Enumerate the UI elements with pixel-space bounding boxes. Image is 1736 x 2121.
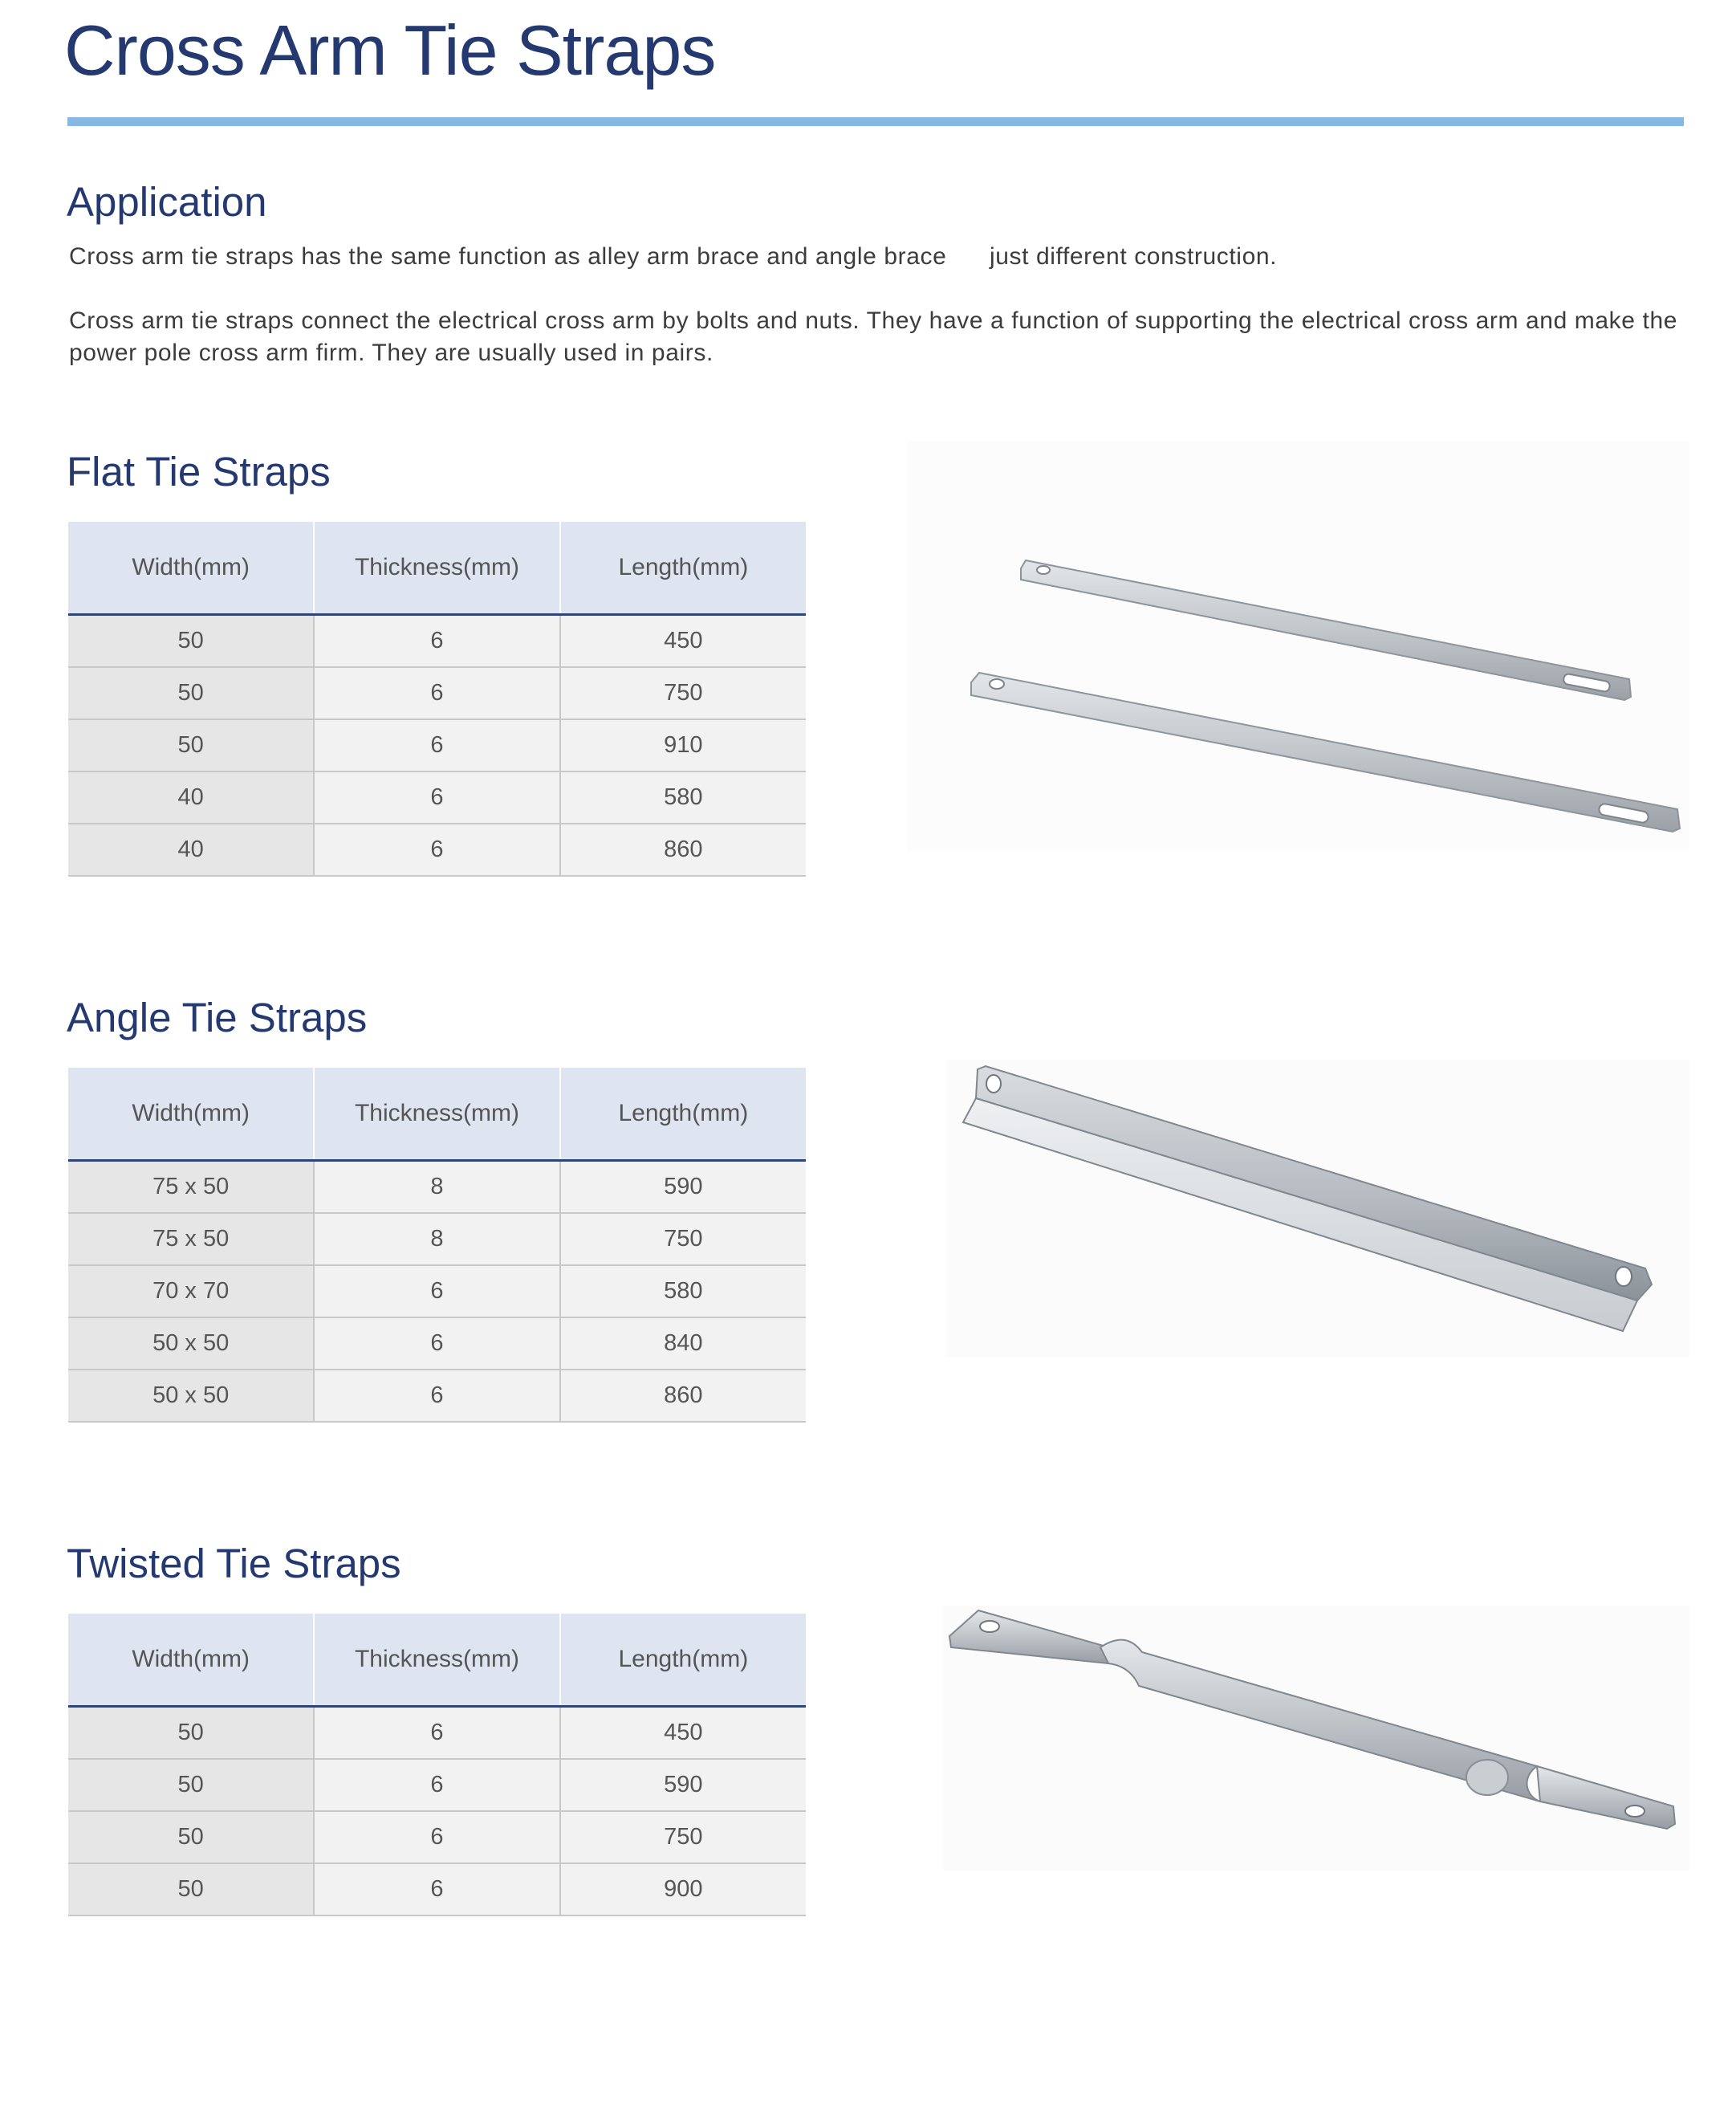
cell-length: 860: [560, 824, 806, 876]
application-heading: Application: [67, 179, 267, 225]
table-header-row: [68, 1068, 806, 1161]
flat-tie-straps-heading: Flat Tie Straps: [67, 449, 331, 495]
table-row: [68, 1317, 806, 1370]
cell-width: 50: [68, 1707, 314, 1760]
angle-tie-straps-heading: Angle Tie Straps: [67, 995, 368, 1040]
cell-thickness: 6: [314, 1265, 559, 1317]
cell-length: 580: [560, 771, 806, 824]
cell-width: 40: [68, 824, 314, 876]
cell-width: 50: [68, 1863, 314, 1915]
application-paragraph-1: Cross arm tie straps has the same function as alley arm brace and angle brace just different construction.: [69, 243, 1278, 270]
cell-length: 590: [560, 1161, 806, 1214]
cell-thickness: 8: [314, 1213, 559, 1265]
cell-thickness: 6: [314, 824, 559, 876]
cell-length: 750: [560, 1213, 806, 1265]
cell-width: 50: [68, 719, 314, 771]
cell-length: 450: [560, 615, 806, 668]
cell-thickness: 6: [314, 1370, 559, 1422]
cell-length: 860: [560, 1370, 806, 1422]
column-header-thickness: Thickness(mm): [314, 522, 559, 615]
twisted-tie-straps-heading: Twisted Tie Straps: [67, 1541, 401, 1586]
column-header-width: Width(mm): [68, 1614, 314, 1707]
table-row: [68, 1265, 806, 1317]
cell-thickness: 8: [314, 1161, 559, 1214]
cell-thickness: 6: [314, 719, 559, 771]
cell-width: 40: [68, 771, 314, 824]
table-row: [68, 667, 806, 719]
cell-thickness: 6: [314, 615, 559, 668]
cell-width: 50 x 50: [68, 1317, 314, 1370]
twisted-tie-straps-table: [68, 1614, 806, 1916]
cell-thickness: 6: [314, 667, 559, 719]
page-title: Cross Arm Tie Straps: [64, 10, 716, 90]
table-row: [68, 615, 806, 668]
table-header-row: [68, 1614, 806, 1707]
flat-tie-strap-photo: [907, 442, 1689, 851]
column-header-length: Length(mm): [560, 522, 806, 615]
twisted-tie-strap-photo: [943, 1606, 1689, 1871]
angle-tie-strap-photo: [947, 1060, 1689, 1357]
cell-length: 840: [560, 1317, 806, 1370]
cell-thickness: 6: [314, 1317, 559, 1370]
cell-width: 75 x 50: [68, 1161, 314, 1214]
table-row: [68, 1759, 806, 1811]
cell-length: 750: [560, 667, 806, 719]
table-row: [68, 719, 806, 771]
cell-width: 50: [68, 615, 314, 668]
cell-width: 50 x 50: [68, 1370, 314, 1422]
table-row: [68, 1811, 806, 1863]
cell-length: 590: [560, 1759, 806, 1811]
application-paragraph-2: Cross arm tie straps connect the electrical cross arm by bolts and nuts. They have a function of supporting the electrical cross arm and make the power pole cross arm firm. They are usually used in pairs.: [69, 307, 1678, 366]
column-header-width: Width(mm): [68, 1068, 314, 1161]
cell-thickness: 6: [314, 1707, 559, 1760]
table-row: [68, 824, 806, 876]
cell-thickness: 6: [314, 771, 559, 824]
column-header-width: Width(mm): [68, 522, 314, 615]
column-header-length: Length(mm): [560, 1068, 806, 1161]
cell-length: 580: [560, 1265, 806, 1317]
table-row: [68, 1707, 806, 1760]
table-row: [68, 1863, 806, 1915]
cell-width: 70 x 70: [68, 1265, 314, 1317]
table-row: [68, 1370, 806, 1422]
cell-width: 50: [68, 1759, 314, 1811]
cell-width: 50: [68, 1811, 314, 1863]
cell-thickness: 6: [314, 1759, 559, 1811]
cell-width: 50: [68, 667, 314, 719]
cell-length: 900: [560, 1863, 806, 1915]
title-divider: [67, 117, 1684, 126]
angle-tie-straps-table: [68, 1068, 806, 1423]
cell-thickness: 6: [314, 1863, 559, 1915]
table-row: [68, 1213, 806, 1265]
column-header-thickness: Thickness(mm): [314, 1068, 559, 1161]
cell-length: 910: [560, 719, 806, 771]
cell-length: 750: [560, 1811, 806, 1863]
column-header-thickness: Thickness(mm): [314, 1614, 559, 1707]
cell-thickness: 6: [314, 1811, 559, 1863]
flat-tie-straps-table: [68, 522, 806, 877]
table-row: [68, 1161, 806, 1214]
table-row: [68, 771, 806, 824]
table-header-row: [68, 522, 806, 615]
cell-width: 75 x 50: [68, 1213, 314, 1265]
cell-length: 450: [560, 1707, 806, 1760]
column-header-length: Length(mm): [560, 1614, 806, 1707]
